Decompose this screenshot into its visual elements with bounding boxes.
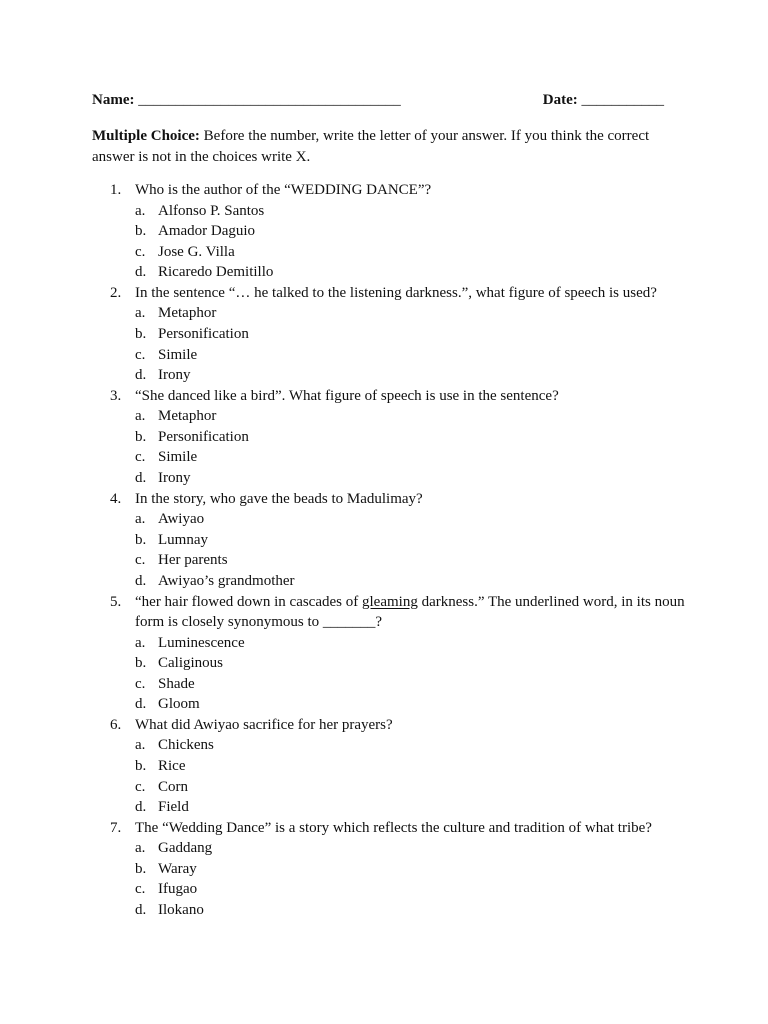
choice-text: Irony (158, 367, 191, 384)
instructions-label: Multiple Choice: (92, 128, 200, 144)
choice-list (110, 303, 690, 385)
choice-list (110, 509, 690, 591)
question-text: What did Awiyao sacrifice for her prayers? (135, 716, 393, 733)
choice-c (110, 674, 690, 695)
choice-text: Gaddang (158, 840, 213, 857)
choice-letter: a. (135, 305, 146, 322)
question-list (110, 180, 690, 921)
choice-text: Her parents (158, 552, 228, 569)
choice-letter: b. (135, 655, 147, 672)
date-label: Date: (542, 92, 578, 108)
choice-list (110, 633, 690, 715)
choice-letter: b. (135, 325, 147, 342)
question-text-before: “her hair flowed down in cascades of (135, 593, 362, 610)
choice-c (110, 447, 690, 468)
choice-text: Jose G. Villa (158, 243, 235, 260)
choice-c (110, 345, 690, 366)
choice-text: Shade (158, 675, 195, 692)
choice-c (110, 550, 690, 571)
choice-text: Alfonso P. Santos (158, 202, 265, 219)
choice-b (110, 221, 690, 242)
underlined-word: gleaming (362, 593, 418, 610)
instructions-text: Before the number, write the letter of your answer. If you think the correct answer is not in the choices write X. (92, 128, 650, 165)
choice-letter: a. (135, 840, 146, 857)
question-number: 3. (110, 387, 122, 404)
choice-letter: c. (135, 243, 146, 260)
choice-text: Caliginous (158, 655, 224, 672)
choice-a (110, 735, 690, 756)
date-field (543, 92, 664, 109)
question-1 (110, 180, 690, 283)
choice-text: Awiyao (158, 511, 205, 528)
choice-c (110, 777, 690, 798)
choice-letter: c. (135, 881, 146, 898)
choice-text: Irony (158, 470, 191, 487)
choice-text: Metaphor (158, 305, 217, 322)
choice-letter: d. (135, 572, 147, 589)
choice-d (110, 571, 690, 592)
question-number: 6. (110, 716, 122, 733)
choice-list (110, 735, 690, 817)
choice-b (110, 427, 690, 448)
question-number: 1. (110, 182, 122, 198)
choice-b (110, 653, 690, 674)
choice-letter: b. (135, 757, 147, 774)
question-text-after: darkness.” The underlined word, in its noun form is closely synonymous to _______? (135, 593, 685, 630)
choice-letter: b. (135, 531, 147, 548)
question-6 (110, 715, 690, 818)
question-number: 5. (110, 593, 122, 610)
choice-letter: d. (135, 367, 147, 384)
choice-a (110, 509, 690, 530)
choice-letter: a. (135, 202, 146, 219)
choice-b (110, 756, 690, 777)
choice-d (110, 900, 690, 921)
choice-letter: a. (135, 737, 146, 754)
choice-text: Awiyao’s grandmother (158, 572, 295, 589)
question-text: In the sentence “… he talked to the listening darkness.”, what figure of speech is used? (135, 284, 657, 301)
question-4 (110, 489, 690, 592)
choice-letter: b. (135, 860, 147, 877)
name-field (92, 92, 401, 109)
choice-text: Simile (158, 346, 198, 363)
choice-letter: c. (135, 346, 146, 363)
name-blank: ___________________________________ (138, 92, 401, 108)
choice-c (110, 242, 690, 263)
choice-text: Personification (158, 325, 249, 342)
question-number: 4. (110, 490, 122, 507)
choice-letter: b. (135, 223, 147, 240)
choice-text: Lumnay (158, 531, 208, 548)
choice-letter: c. (135, 552, 146, 569)
choice-a (110, 633, 690, 654)
choice-d (110, 365, 690, 386)
header (92, 92, 664, 112)
choice-a (110, 406, 690, 427)
choice-text: Ifugao (158, 881, 198, 898)
choice-a (110, 838, 690, 859)
question-7 (110, 818, 690, 921)
choice-text: Chickens (158, 737, 214, 754)
choice-text: Corn (158, 778, 188, 795)
choice-text: Gloom (158, 696, 200, 713)
question-2 (110, 283, 690, 386)
question-text: “She danced like a bird”. What figure of speech is use in the sentence? (135, 387, 559, 404)
choice-letter: a. (135, 634, 146, 651)
choice-letter: c. (135, 675, 146, 692)
date-blank: ___________ (581, 92, 664, 108)
choice-letter: d. (135, 902, 147, 919)
choice-letter: a. (135, 511, 146, 528)
choice-c (110, 879, 690, 900)
question-text: The “Wedding Dance” is a story which reflects the culture and tradition of what tribe? (135, 819, 652, 836)
choice-letter: d. (135, 799, 147, 816)
question-number: 7. (110, 819, 122, 836)
question-text: Who is the author of the “WEDDING DANCE”? (135, 182, 432, 198)
choice-letter: d. (135, 264, 147, 281)
name-label: Name: (92, 92, 135, 108)
choice-letter: a. (135, 408, 146, 425)
choice-a (110, 201, 690, 222)
choice-text: Rice (158, 757, 186, 774)
choice-text: Luminescence (158, 634, 245, 651)
choice-d (110, 262, 690, 283)
choice-list (110, 838, 690, 920)
choice-text: Metaphor (158, 408, 217, 425)
choice-letter: d. (135, 696, 147, 713)
choice-text: Ricaredo Demitillo (158, 264, 274, 281)
choice-b (110, 530, 690, 551)
choice-letter: b. (135, 428, 147, 445)
choice-list (110, 201, 690, 283)
choice-b (110, 859, 690, 880)
choice-d (110, 797, 690, 818)
choice-d (110, 694, 690, 715)
question-number: 2. (110, 284, 122, 301)
question-text: In the story, who gave the beads to Madulimay? (135, 490, 423, 507)
choice-b (110, 324, 690, 345)
choice-letter: d. (135, 470, 147, 487)
choice-letter: c. (135, 449, 146, 466)
choice-d (110, 468, 690, 489)
choice-text: Waray (158, 860, 197, 877)
choice-text: Field (158, 799, 189, 816)
question-5 (110, 592, 690, 715)
choice-text: Simile (158, 449, 198, 466)
choice-text: Personification (158, 428, 249, 445)
choice-list (110, 406, 690, 488)
question-3 (110, 386, 690, 489)
choice-a (110, 303, 690, 324)
choice-text: Ilokano (158, 902, 204, 919)
instructions (92, 126, 672, 167)
choice-letter: c. (135, 778, 146, 795)
choice-text: Amador Daguio (158, 223, 256, 240)
